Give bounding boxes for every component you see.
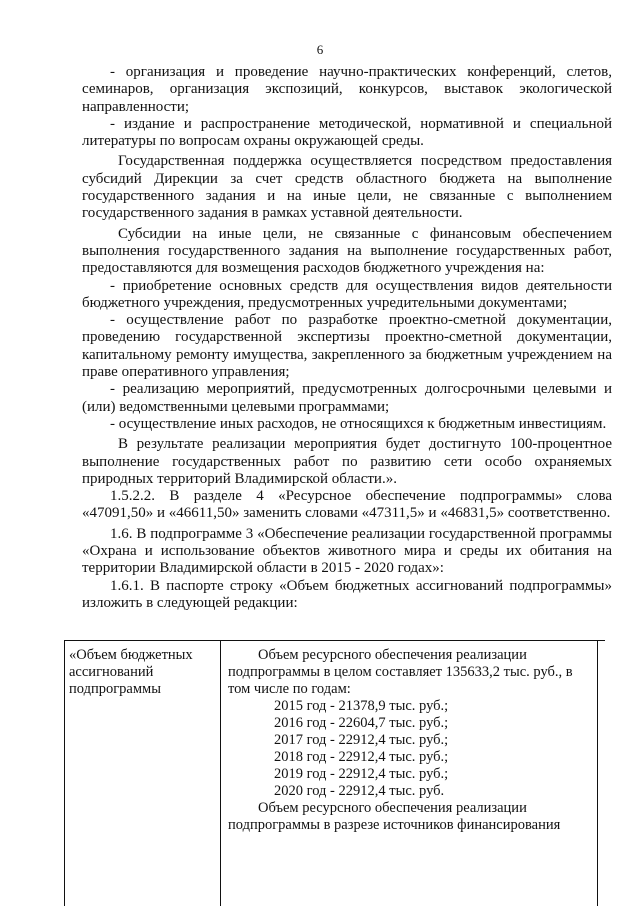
year-row: 2019 год - 22912,4 тыс. руб.; bbox=[274, 766, 449, 782]
page-number: 6 bbox=[316, 42, 324, 57]
paragraph-result: В результате реализации мероприятия будет достигнуто 100-процентное выполнение государственных работ по развитию сети особо охраняемых природных территорий Владимирской области.». bbox=[82, 436, 612, 487]
paragraph-1-6: 1.6. В подпрограмме 3 «Обеспечение реализации государственной программы «Охрана и использование объектов животного мира и среды их обитания на территории Владимирской области в 2015 - 2020 годах»: bbox=[82, 525, 612, 577]
table-label: «Объем бюджетных ассигнований подпрограммы bbox=[69, 647, 193, 697]
paragraph-subsidies: Субсидии на иные цели, не связанные с финансовым обеспечением выполнения государственного задания на выполнение государственных работ, предоставляются для возмещения расходов бюджетного учреждения на: bbox=[82, 225, 612, 277]
year-row: 2015 год - 21378,9 тыс. руб.; bbox=[274, 698, 449, 714]
paragraph-fixed-assets: - приобретение основных средств для осуществления видов деятельности бюджетного учреждения, предусмотренных учредительными документами; bbox=[82, 277, 612, 311]
paragraph-conferences: - организация и проведение научно-практических конференций, слетов, семинаров, организация экспозиций, конкурсов, выставок экологической направленности; bbox=[82, 64, 612, 115]
table-label-cell bbox=[65, 641, 221, 906]
year-row: 2017 год - 22912,4 тыс. руб.; bbox=[274, 732, 449, 748]
table-outro: Объем ресурсного обеспечения реализации подпрограммы в разрезе источников финансирования bbox=[228, 800, 561, 833]
table-intro: Объем ресурсного обеспечения реализации подпрограммы в целом составляет 135633,2 тыс. руб., в том числе по годам: bbox=[228, 647, 573, 697]
year-row: 2020 год - 22912,4 тыс. руб. bbox=[274, 783, 445, 799]
document-body bbox=[82, 64, 612, 612]
year-row: 2016 год - 22604,7 тыс. руб.; bbox=[274, 715, 449, 731]
year-row: 2018 год - 22912,4 тыс. руб.; bbox=[274, 749, 449, 765]
paragraph-programs: - реализацию мероприятий, предусмотренных долгосрочными целевыми и (или) ведомственными целевыми программами; bbox=[82, 381, 612, 415]
paragraph-1-5-2-2: 1.5.2.2. В разделе 4 «Ресурсное обеспечение подпрограммы» слова «47091,50» и «46611,50» заменить словами «47311,5» и «46831,5» соответственно. bbox=[82, 488, 612, 522]
paragraph-state-support: Государственная поддержка осуществляется посредством предоставления субсидий Дирекции за счет средств областного бюджета на выполнение государственного задания и на иные цели, не связанные с выполнением государственного задания в рамках уставной деятельности. bbox=[82, 153, 612, 222]
paragraph-1-6-1: 1.6.1. В паспорте строку «Объем бюджетных ассигнований подпрограммы» изложить в следующей редакции: bbox=[82, 577, 612, 611]
paragraph-design-works: - осуществление работ по разработке проектно-сметной документации, проведению государственной экспертизы проектно-сметной документации, капитальному ремонту имущества, закрепленного за бюджетным учреждением на праве оперативного управления; bbox=[82, 312, 612, 381]
table-value-cell bbox=[222, 641, 598, 906]
paragraph-other-expenses: - осуществление иных расходов, не относящихся к бюджетным инвестициям. bbox=[110, 415, 607, 432]
paragraph-literature: - издание и распространение методической, нормативной и специальной литературы по вопросам охраны окружающей среды. bbox=[82, 115, 612, 150]
passport-table bbox=[64, 640, 605, 906]
